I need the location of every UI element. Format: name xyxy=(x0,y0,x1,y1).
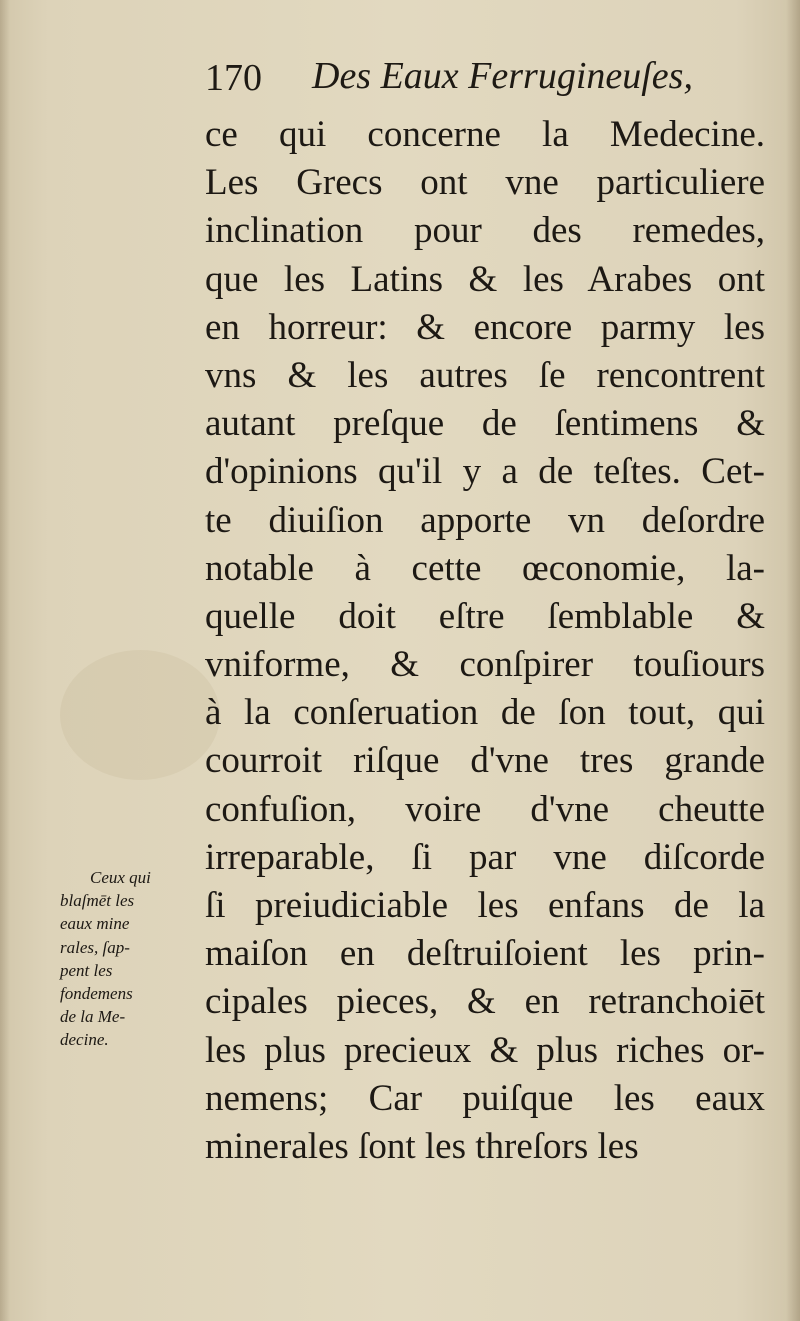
text-line: notable à cette œconomie, la- xyxy=(205,547,765,589)
margin-note-line: pent les xyxy=(60,960,113,980)
text-line: les plus precieux & plus riches or- xyxy=(205,1029,765,1071)
text-line: confuſion, voire d'vne cheutte xyxy=(205,788,765,830)
text-line: irreparable, ſi par vne diſcorde xyxy=(205,836,765,878)
text-line: ce qui concerne la Medecine. xyxy=(205,114,765,155)
text-line: ſi preiudiciable les enfans de la xyxy=(205,885,765,926)
text-line: te diuiſion apporte vn deſordre xyxy=(205,499,765,541)
text-line: vniforme, & conſpirer touſiours xyxy=(205,644,765,686)
text-line: autant preſque de ſentimens & xyxy=(205,403,765,445)
margin-note-line: eaux mine xyxy=(60,914,130,934)
text-line: Les Grecs ont vne particuliere xyxy=(205,162,765,204)
margin-note-line: rales, ſap- xyxy=(60,937,130,957)
text-line: à la conſeruation de ſon tout, qui xyxy=(205,692,765,734)
page-shadow-left xyxy=(0,0,10,1321)
margin-note-line: blaſmēt les xyxy=(60,891,135,911)
text-line: en horreur: & encore parmy les xyxy=(205,306,765,348)
margin-note-line: de la Me- xyxy=(60,1007,126,1027)
text-line: inclination pour des remedes, xyxy=(205,210,765,252)
margin-note-line: fondemens xyxy=(60,983,133,1003)
running-title: Des Eaux Ferrugineuſes, xyxy=(312,55,693,97)
text-line: maiſon en deſtruiſoient les prin- xyxy=(205,933,765,975)
text-line: vns & les autres ſe rencontrent xyxy=(205,354,765,396)
text-line: minerales ſont les threſors les xyxy=(205,1125,639,1167)
text-line: d'opinions qu'il y a de teſtes. Cet- xyxy=(205,451,765,493)
text-line: que les Latins & les Arabes ont xyxy=(205,258,765,300)
margin-note xyxy=(60,866,200,1052)
text-line: nemens; Car puiſque les eaux xyxy=(205,1077,765,1119)
page-shadow-right xyxy=(786,0,800,1321)
paper-stain xyxy=(60,650,220,780)
margin-note-line: Ceux qui xyxy=(90,868,151,887)
text-line: quelle doit eſtre ſemblable & xyxy=(205,595,765,637)
text-line: courroit riſque d'vne tres grande xyxy=(205,740,765,782)
page-number: 170 xyxy=(205,57,262,99)
body-text xyxy=(205,111,765,1171)
page-header xyxy=(205,52,725,98)
margin-note-line: decine. xyxy=(60,1030,109,1050)
text-line: cipales pieces, & en retranchoiēt xyxy=(205,981,765,1023)
